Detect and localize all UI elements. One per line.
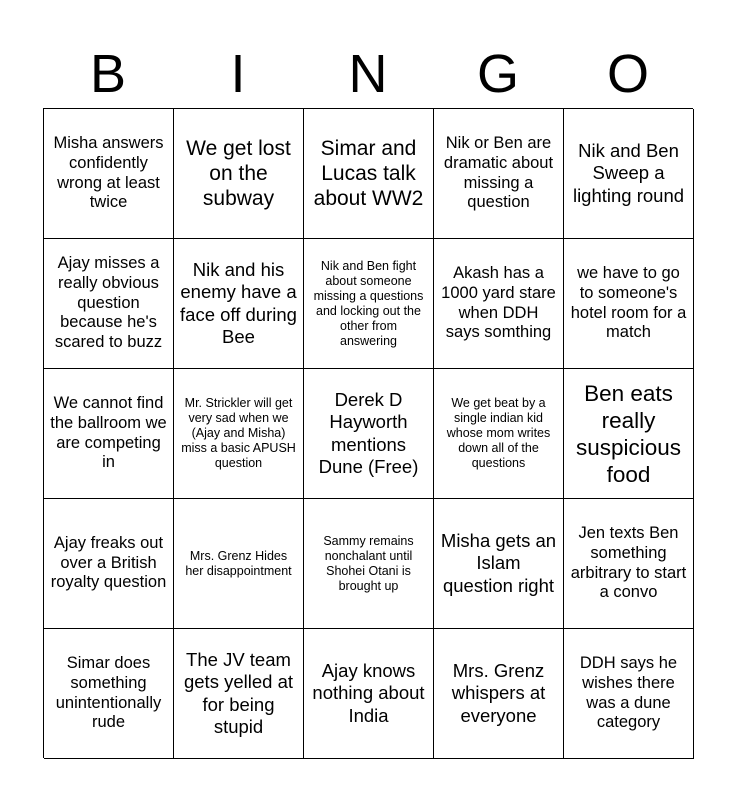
bingo-cell[interactable]: Nik and his enemy have a face off during Bee — [174, 239, 304, 369]
bingo-cell[interactable]: Simar does something unintentionally rude — [44, 629, 174, 759]
bingo-cell[interactable]: Derek D Hayworth mentions Dune (Free) — [304, 369, 434, 499]
bingo-cell[interactable]: Misha answers confidently wrong at least twice — [44, 109, 174, 239]
bingo-cell[interactable]: Ajay misses a really obvious question because he's scared to buzz — [44, 239, 174, 369]
header-letter-b: B — [89, 44, 127, 104]
bingo-board — [43, 108, 693, 758]
bingo-cell[interactable]: Nik or Ben are dramatic about missing a question — [434, 109, 564, 239]
bingo-cell[interactable]: Mrs. Grenz Hides her disappointment — [174, 499, 304, 629]
bingo-cell[interactable]: The JV team gets yelled at for being stupid — [174, 629, 304, 759]
bingo-cell[interactable]: Misha gets an Islam question right — [434, 499, 564, 629]
header-letter-i: I — [230, 44, 246, 104]
bingo-cell[interactable]: Ben eats really suspicious food — [564, 369, 694, 499]
bingo-cell[interactable]: Akash has a 1000 yard stare when DDH says somthing — [434, 239, 564, 369]
bingo-cell[interactable]: Sammy remains nonchalant until Shohei Otani is brought up — [304, 499, 434, 629]
bingo-header — [43, 40, 693, 108]
bingo-cell[interactable]: We cannot find the ballroom we are competing in — [44, 369, 174, 499]
header-letter-g: G — [476, 44, 519, 104]
bingo-cell[interactable]: DDH says he wishes there was a dune category — [564, 629, 694, 759]
bingo-cell[interactable]: Ajay knows nothing about India — [304, 629, 434, 759]
bingo-cell[interactable]: Nik and Ben Sweep a lighting round — [564, 109, 694, 239]
header-letter-o: O — [606, 44, 649, 104]
header-letter-n: N — [348, 44, 388, 104]
bingo-cell[interactable]: Jen texts Ben something arbitrary to start a convo — [564, 499, 694, 629]
bingo-cell[interactable]: We get lost on the subway — [174, 109, 304, 239]
bingo-cell[interactable]: Simar and Lucas talk about WW2 — [304, 109, 434, 239]
bingo-cell[interactable]: Mrs. Grenz whispers at everyone — [434, 629, 564, 759]
bingo-cell[interactable]: Ajay freaks out over a British royalty question — [44, 499, 174, 629]
bingo-cell[interactable]: Mr. Strickler will get very sad when we (Ajay and Misha) miss a basic APUSH question — [174, 369, 304, 499]
bingo-cell[interactable]: Nik and Ben fight about someone missing a questions and locking out the other from answering — [304, 239, 434, 369]
bingo-cell[interactable]: We get beat by a single indian kid whose mom writes down all of the questions — [434, 369, 564, 499]
bingo-cell[interactable]: we have to go to someone's hotel room for a match — [564, 239, 694, 369]
